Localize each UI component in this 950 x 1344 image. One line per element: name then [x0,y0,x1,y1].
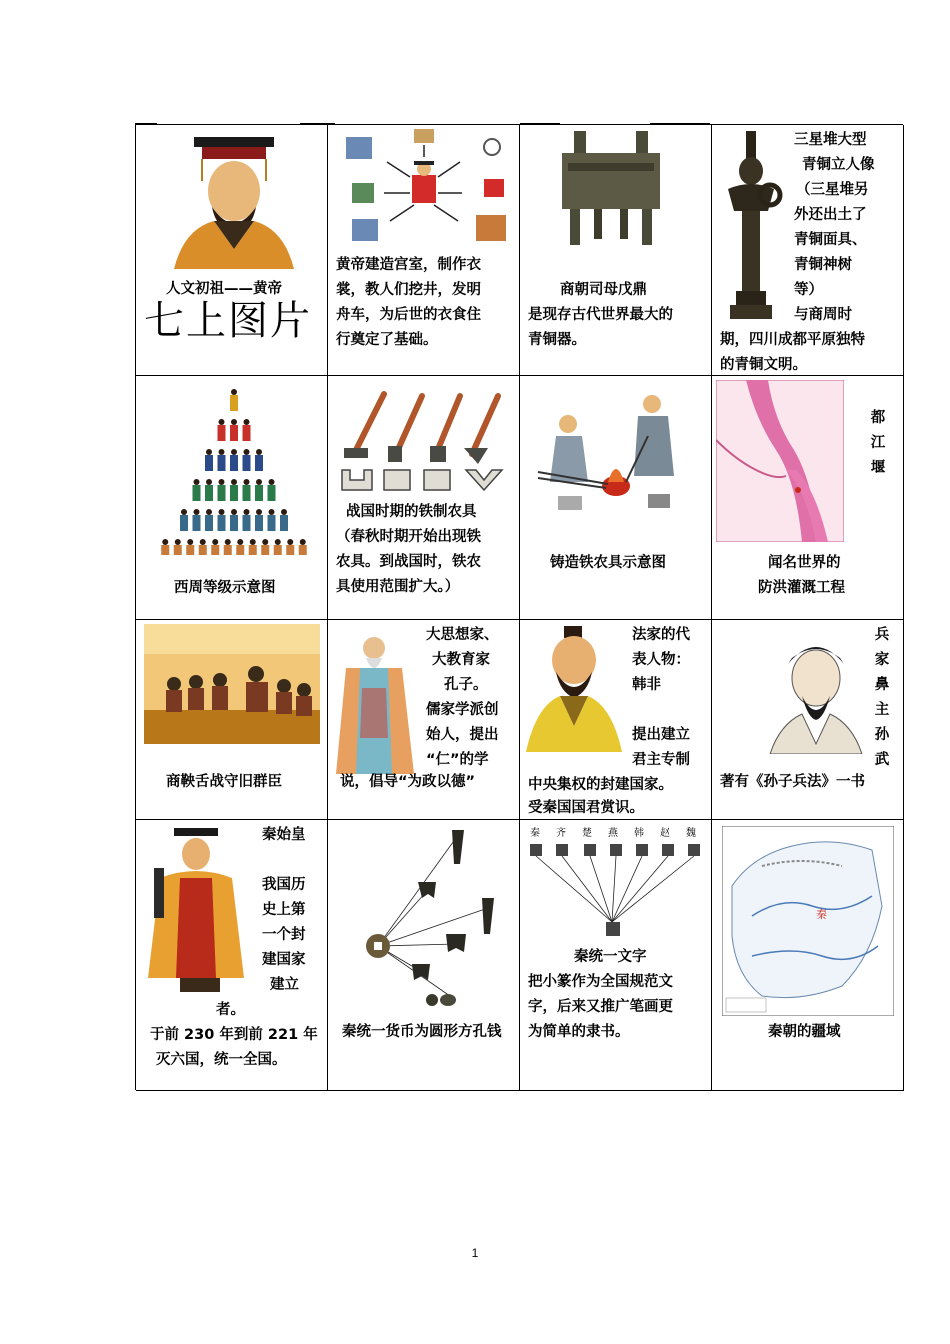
qinshihuang-line6: 建国家 [262,952,306,968]
pyramid-figure [230,479,238,501]
dujiangyan-map [716,380,844,542]
pyramid-figure [243,479,251,501]
sunwu-vertical-label [872,623,892,773]
pyramid-figure [230,449,238,471]
qinshihuang-line3: 我国历 [262,877,306,893]
vertical-char: 家 [874,652,890,668]
qinshihuang-line9: 于前 230 年到前 221 年 [150,1027,318,1043]
sanxingdui-line10: 的青铜文明。 [720,357,807,373]
cell-casting [520,376,712,620]
pyramid-figure [261,539,269,555]
pyramid-figure [199,539,207,555]
cell-dujiangyan [712,376,904,620]
pyramid-figure [230,419,238,441]
kongzi-line5: 始人，提出 [426,727,499,743]
sanxingdui-line3: （三星堆另 [796,182,869,198]
kongzi-portrait [332,628,418,774]
pyramid-figure [249,539,257,555]
casting-caption: 铸造铁农具示意图 [550,555,666,571]
script-unification-diagram [528,842,704,942]
hanfei-line1: 法家的代 [632,627,690,643]
pyramid-figure [218,449,226,471]
qinshihuang-line10: 灭六国，统一全国。 [156,1052,287,1068]
pyramid-figure [218,419,226,441]
cell-sunwu [712,620,904,820]
iron-tools-line1: 战国时期的铁制农具 [346,504,477,520]
pyramid-figure [180,509,188,531]
pyramid-figure [205,479,213,501]
huangdi-portrait [164,129,304,269]
sanxingdui-line2: 青铜立人像 [802,157,875,173]
hanfei-line8: 受秦国国君赏识。 [528,800,644,816]
writing-title: 秦统一文字 [574,949,647,965]
writing-line4: 为简单的隶书。 [528,1024,630,1040]
shangyang-caption: 商鞅舌战守旧群臣 [166,774,282,790]
hanfei-line7: 中央集权的封建国家。 [528,777,673,793]
kongzi-line3: 孔子。 [444,677,488,693]
sanxingdui-line6: 青铜神树 [794,257,852,273]
pyramid-figure [193,509,201,531]
huangdi-caption: 人文初祖——黄帝 [166,281,282,297]
iron-tools-line3: 农具。到战国时，铁农 [336,554,481,570]
pyramid-figure [224,539,232,555]
vertical-char: 江 [870,435,886,451]
state-script-label: 韩 [634,828,644,839]
pyramid-figure [236,539,244,555]
cell-huangdi-works [328,125,520,376]
cell-huangdi [136,125,328,376]
vertical-char: 兵 [874,627,890,643]
kongzi-line1: 大思想家、 [426,627,499,643]
kongzi-line4: 儒家学派创 [426,702,499,718]
qinshihuang-line7: 建立 [270,977,299,993]
state-script-label: 楚 [582,828,592,839]
iron-tools-line4: 具使用范围扩大。） [336,579,460,595]
state-script-label: 齐 [556,828,566,839]
sanxingdui-line7: 等） [794,282,823,298]
pyramid-figure [186,539,194,555]
pyramid-figure [230,389,238,411]
pyramid-figure [255,449,263,471]
iron-tools-line2: （春秋时期开始出现铁 [336,529,481,545]
writing-line3: 字，后来又推广笔画更 [528,999,673,1015]
state-script-label: 魏 [686,828,696,839]
state-script-label: 赵 [660,828,670,839]
pyramid-figure [161,539,169,555]
cell-kongzi [328,620,520,820]
huangdi-inventions-diagram [332,127,516,245]
qinshihuang-line8: 者。 [216,1002,245,1018]
cell-shangyang [136,620,328,820]
sanxingdui-line5: 青铜面具、 [794,232,867,248]
qin-territory-map [722,826,894,1016]
xizhou-caption: 西周等级示意图 [174,580,276,596]
hanfei-line5: 提出建立 [632,727,690,743]
pyramid-figure [268,479,276,501]
kongzi-line7: 说，倡导“为政以德” [340,774,476,790]
iron-tools-image [338,384,510,494]
state-script-labels [528,824,704,842]
cell-hanfei [520,620,712,820]
huangdi-works-line3: 舟车，为后世的衣食住 [336,307,481,323]
sunwu-caption: 著有《孙子兵法》一书 [720,774,865,790]
pyramid-figure [193,479,201,501]
pyramid-figure [274,539,282,555]
hanfei-line6: 君主专制 [632,752,690,768]
qin-currency-diagram [348,824,508,1012]
xizhou-hierarchy-pyramid [154,384,314,568]
qinshihuang-line1: 秦始皇 [262,827,306,843]
simuwu-title: 商朝司母戊鼎 [560,282,647,298]
pyramid-figure [230,509,238,531]
hanfei-line2: 表人物： [632,652,690,668]
cell-sanxingdui [712,125,904,376]
qinmap-caption: 秦朝的疆域 [768,1024,841,1040]
sanxingdui-statue-image [718,131,784,321]
hanfei-portrait [526,626,622,752]
dujiangyan-vertical-label [868,406,888,481]
pyramid-figure [174,539,182,555]
kongzi-line2: 大教育家 [432,652,490,668]
huangdi-works-line4: 行奠定了基础。 [336,332,438,348]
pyramid-figure [268,509,276,531]
state-script-label: 燕 [608,828,618,839]
pyramid-figure [299,539,307,555]
qinshihuang-line5: 一个封 [262,927,306,943]
simuwu-line2: 是现存古代世界最大的 [528,307,673,323]
cell-qinmap [712,820,904,1091]
cell-simuwu [520,125,712,376]
vertical-char: 孙 [874,727,890,743]
pyramid-figure [243,509,251,531]
huangdi-works-line1: 黄帝建造宫室，制作衣 [336,257,481,273]
cell-currency [328,820,520,1091]
vertical-char: 鼻 [874,677,890,693]
pyramid-figure [218,479,226,501]
pyramid-figure [205,449,213,471]
cell-xizhou [136,376,328,620]
pyramid-figure [243,449,251,471]
sanxingdui-line9: 期，四川成都平原独特 [720,332,865,348]
pyramid-figure [255,509,263,531]
kongzi-line6: “仁”的学 [426,752,489,768]
page-number: 1 [471,1246,479,1260]
pyramid-figure [211,539,219,555]
vertical-char: 主 [874,702,890,718]
vertical-char: 都 [870,410,886,426]
sunwu-portrait [766,634,866,754]
pyramid-figure [218,509,226,531]
sanxingdui-line4: 外还出土了 [794,207,867,223]
cell-iron-tools [328,376,520,620]
dujiangyan-line2: 防洪灌溉工程 [758,580,845,596]
dujiangyan-line1: 闻名世界的 [768,555,841,571]
handwritten-title: 七上图片 [144,298,312,344]
pyramid-figure [286,539,294,555]
iron-casting-illustration [528,386,704,516]
hanfei-line3: 韩非 [632,677,661,693]
writing-line2: 把小篆作为全国规范文 [528,974,673,990]
cell-writing [520,820,712,1091]
qinshihuang-portrait [140,828,250,994]
vertical-char: 武 [874,752,890,768]
shangyang-debate-painting [144,624,320,744]
pyramid-figure [255,479,263,501]
huangdi-works-line2: 裳，教人们挖井，发明 [336,282,481,298]
pyramid-figure [280,509,288,531]
vertical-char: 堰 [870,460,886,476]
sanxingdui-line8: 与商周时 [794,307,852,323]
state-script-label: 秦 [530,828,540,839]
sanxingdui-line1: 三星堆大型 [794,132,867,148]
pyramid-figure [243,419,251,441]
cell-qinshihuang [136,820,328,1091]
map-qin-label: 秦 [816,908,827,921]
simuwu-ding-image [556,129,666,249]
simuwu-line3: 青铜器。 [528,332,586,348]
qinshihuang-line4: 史上第 [262,902,306,918]
picture-grid [135,124,903,1090]
currency-caption: 秦统一货币为圆形方孔钱 [342,1024,502,1040]
pyramid-figure [205,509,213,531]
